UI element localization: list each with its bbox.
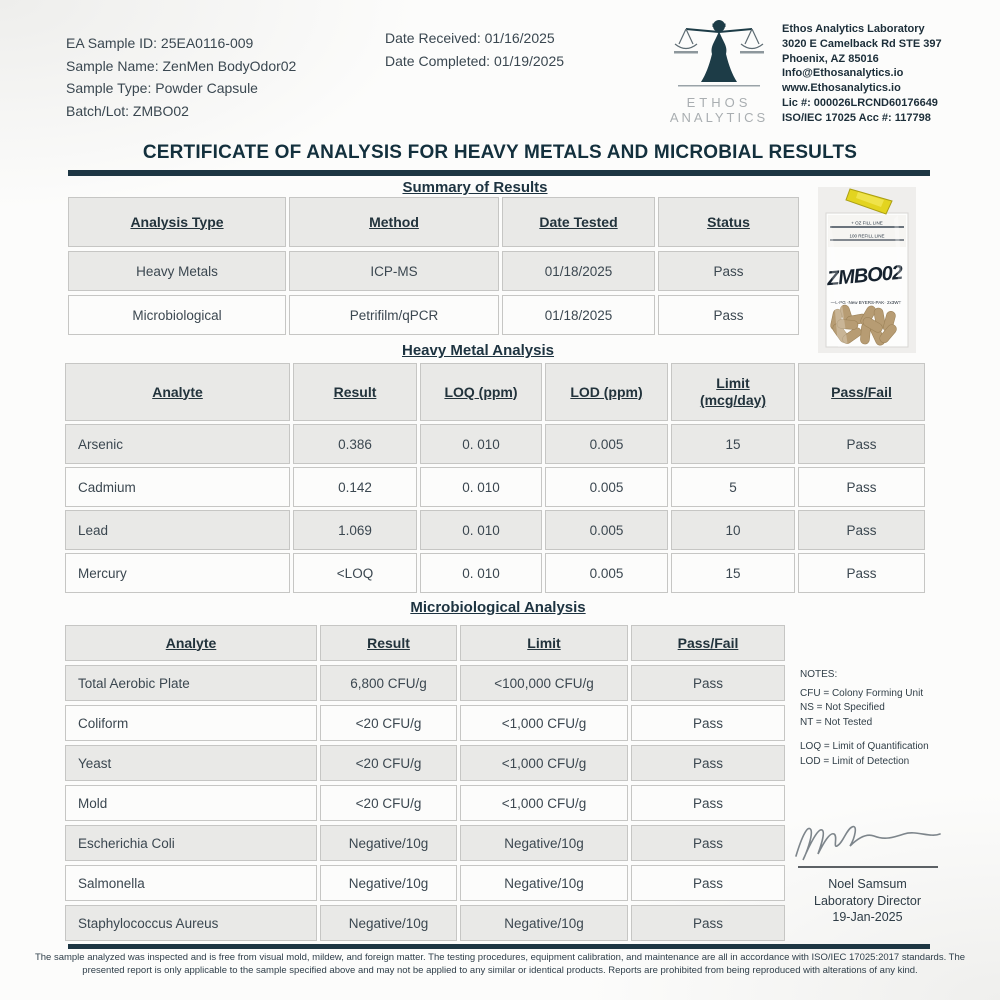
heavy-analyte-cell: Cadmium (65, 467, 290, 507)
micro-result-cell: <20 CFU/g (320, 745, 457, 781)
lab-info-block (782, 22, 942, 126)
summary-cell-status: Pass (658, 295, 799, 335)
footer-disclaimer: The sample analyzed was inspected and is free from visual mold, mildew, and foreign matter. The testing procedures, equipment calibration, and maintenance are all in accordance with ISO/IEC 17025:2017 standards. The presented report is only applicable to the sample specified above and may not be applied to any similar or identical products. Reports are prohibited from being reproduced with alterations of any kind. (34, 952, 966, 976)
heavy-result-cell: <LOQ (293, 553, 417, 593)
heavy-passfail-cell: Pass (798, 553, 925, 593)
notes-line: NS = Not Specified (800, 702, 885, 713)
micro-analyte-cell: Coliform (65, 705, 317, 741)
lab-name: Ethos Analytics Laboratory (782, 23, 925, 35)
svg-text:100 REFILL LINE: 100 REFILL LINE (849, 233, 885, 239)
summary-cell: 01/18/2025 (502, 295, 655, 335)
heavy-lod-cell: 0.005 (545, 510, 668, 550)
heavy-header-limit: Limit (mcg/day) (671, 363, 795, 421)
signature-block (785, 812, 950, 926)
micro-analyte-cell: Escherichia Coli (65, 825, 317, 861)
micro-limit-cell: Negative/10g (460, 865, 628, 901)
micro-header-passfail: Pass/Fail (631, 625, 785, 661)
micro-limit-cell: <1,000 CFU/g (460, 745, 628, 781)
logo-text-ethos: ETHOS (686, 95, 752, 110)
heavy-analyte-cell: Arsenic (65, 424, 290, 464)
heavy-analyte-cell: Lead (65, 510, 290, 550)
heavy-limit-cell: 15 (671, 424, 795, 464)
micro-limit-cell: <1,000 CFU/g (460, 705, 628, 741)
micro-heading: Microbiological Analysis (410, 599, 586, 616)
micro-analyte-cell: Staphylococcus Aureus (65, 905, 317, 941)
micro-passfail-cell: Pass (631, 905, 785, 941)
sample-info-block (66, 32, 296, 122)
logo-text-analytics: ANALYTICS (669, 110, 769, 125)
heavy-result-cell: 1.069 (293, 510, 417, 550)
heavy-header-analyte: Analyte (65, 363, 290, 421)
summary-cell: 01/18/2025 (502, 251, 655, 291)
summary-header-method: Method (289, 197, 499, 247)
summary-cell: Petrifilm/qPCR (289, 295, 499, 335)
signature-date: 19-Jan-2025 (832, 910, 903, 924)
micro-limit-cell: Negative/10g (460, 825, 628, 861)
notes-line: LOD = Limit of Detection (800, 755, 910, 767)
micro-passfail-cell: Pass (631, 705, 785, 741)
heavy-header-loq: LOQ (ppm) (420, 363, 542, 421)
bag-handwritten-label: ZMBO02 (826, 261, 903, 291)
heavy-header-lod: LOD (ppm) (545, 363, 668, 421)
summary-cell: Heavy Metals (68, 251, 286, 291)
micro-passfail-cell: Pass (631, 825, 785, 861)
heavy-metals-heading: Heavy Metal Analysis (401, 342, 555, 359)
micro-result-cell: <20 CFU/g (320, 785, 457, 821)
heavy-analyte-cell: Mercury (65, 553, 290, 593)
sample-name-line: Sample Name: ZenMen BodyOdor02 (66, 57, 297, 74)
micro-limit-cell: <1,000 CFU/g (460, 785, 628, 821)
heavy-passfail-cell: Pass (798, 467, 925, 507)
sample-type-line: Sample Type: Powder Capsule (66, 80, 258, 96)
heavy-loq-cell: 0. 010 (420, 553, 542, 593)
heavy-result-cell: 0.386 (293, 424, 417, 464)
notes-title: NOTES: (800, 669, 838, 680)
lab-address-line2: Phoenix, AZ 85016 (782, 52, 879, 65)
notes-line: NT = Not Tested (800, 716, 873, 728)
heavy-limit-cell: 5 (671, 467, 795, 507)
micro-passfail-cell: Pass (631, 745, 785, 781)
heavy-passfail-cell: Pass (798, 424, 925, 464)
heavy-limit-cell: 10 (671, 510, 795, 550)
micro-analyte-cell: Yeast (65, 745, 317, 781)
micro-limit-cell: <100,000 CFU/g (460, 665, 628, 701)
lab-address-line1: 3020 E Camelback Rd STE 397 (782, 37, 942, 50)
micro-header-result: Result (320, 625, 457, 661)
sample-bag-image (818, 187, 916, 353)
heavy-metals-table (65, 363, 925, 593)
summary-header-analysis-type: Analysis Type (68, 197, 286, 247)
heavy-lod-cell: 0.005 (545, 424, 668, 464)
footer-divider (68, 944, 930, 949)
micro-result-cell: <20 CFU/g (320, 705, 457, 741)
batch-lot-line: Batch/Lot: ZMBO02 (66, 102, 189, 119)
micro-analyte-cell: Mold (65, 785, 317, 821)
title-divider (68, 170, 930, 176)
sample-bag-photo (818, 187, 916, 353)
heavy-header-result: Result (293, 363, 417, 421)
summary-cell-status: Pass (658, 251, 799, 291)
micro-passfail-cell: Pass (631, 865, 785, 901)
signatory-name: Noel Samsum (828, 877, 907, 891)
micro-result-cell: Negative/10g (320, 825, 457, 861)
lab-accreditation: ISO/IEC 17025 Acc #: 117798 (782, 111, 931, 124)
notes-block (800, 668, 929, 769)
micro-result-cell: Negative/10g (320, 865, 457, 901)
signatory-title: Laboratory Director (814, 893, 921, 908)
sample-id-line: EA Sample ID: 25EA0116-009 (66, 35, 254, 51)
lab-email: Info@Ethosanalytics.io (782, 67, 904, 80)
notes-line: LOQ = Limit of Quantification (800, 741, 929, 752)
lab-website: www.Ethosanalytics.io (782, 82, 901, 95)
heavy-loq-cell: 0. 010 (420, 467, 542, 507)
heavy-passfail-cell: Pass (798, 510, 925, 550)
summary-heading: Summary of Results (402, 179, 548, 196)
date-received-line: Date Received: 01/16/2025 (385, 30, 555, 46)
svg-text:—L-PG ·New BYERS-PAK· 2x3WT: —L-PG ·New BYERS-PAK· 2x3WT (830, 300, 902, 305)
date-completed-line: Date Completed: 01/19/2025 (385, 52, 565, 69)
summary-header-date-tested: Date Tested (502, 197, 655, 247)
signature-image (788, 812, 948, 864)
lab-logo (660, 18, 778, 125)
micro-result-cell: Negative/10g (320, 905, 457, 941)
heavy-header-passfail: Pass/Fail (798, 363, 925, 421)
notes-gap (800, 730, 929, 740)
micro-analyte-cell: Salmonella (65, 865, 317, 901)
summary-table (68, 197, 799, 335)
micro-limit-cell: Negative/10g (460, 905, 628, 941)
heavy-lod-cell: 0.005 (545, 467, 668, 507)
heavy-result-cell: 0.142 (293, 467, 417, 507)
heavy-loq-cell: 0. 010 (420, 424, 542, 464)
micro-result-cell: 6,800 CFU/g (320, 665, 457, 701)
svg-text:+ OZ FILL LINE: + OZ FILL LINE (851, 220, 883, 226)
notes-line: CFU = Colony Forming Unit (800, 687, 924, 699)
heavy-lod-cell: 0.005 (545, 553, 668, 593)
micro-header-limit: Limit (460, 625, 628, 661)
heavy-loq-cell: 0. 010 (420, 510, 542, 550)
summary-header-status: Status (658, 197, 799, 247)
micro-passfail-cell: Pass (631, 665, 785, 701)
lady-justice-icon (660, 18, 778, 88)
lab-license: Lic #: 000026LRCND60176649 (782, 96, 938, 109)
summary-cell: ICP-MS (289, 251, 499, 291)
dates-block (385, 27, 564, 72)
micro-header-analyte: Analyte (65, 625, 317, 661)
micro-passfail-cell: Pass (631, 785, 785, 821)
heavy-limit-cell: 15 (671, 553, 795, 593)
micro-analyte-cell: Total Aerobic Plate (65, 665, 317, 701)
signature-line (798, 866, 938, 868)
page-title: CERTIFICATE OF ANALYSIS FOR HEAVY METALS AND MICROBIAL RESULTS (142, 142, 858, 163)
summary-cell: Microbiological (68, 295, 286, 335)
micro-table (65, 625, 785, 941)
